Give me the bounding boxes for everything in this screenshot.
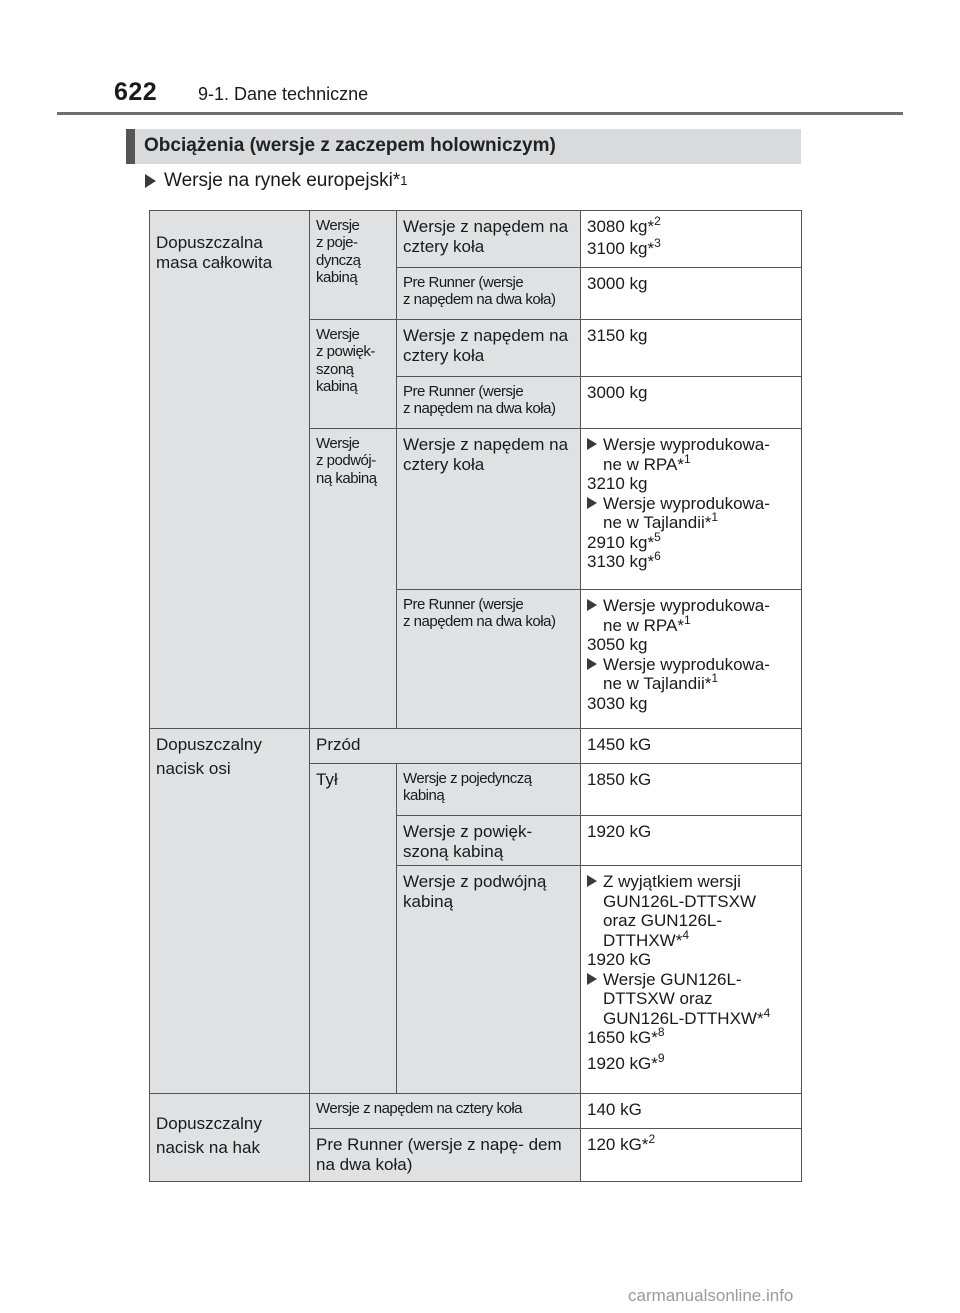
bullet-item — [587, 435, 795, 474]
value: 1920 kG — [587, 950, 652, 970]
single-cab-4wd-label: Wersje z napędem na cztery koła — [397, 211, 581, 268]
footnote: 6 — [654, 549, 661, 564]
label-line: kabiną — [403, 787, 445, 805]
double-cab-4wd-value — [581, 429, 802, 590]
bullet-line: GUN126L-DTTSXW — [603, 891, 757, 911]
label-line: Pre Runner (wersje — [403, 596, 524, 613]
footnote: 5 — [654, 529, 661, 544]
single-cab-4wd-value — [581, 211, 802, 268]
bullet-item — [587, 872, 795, 950]
heading-bar — [126, 129, 801, 164]
single-cab-label-l2: z poje- — [316, 234, 358, 252]
triangle-bullet-icon — [587, 599, 597, 611]
extended-cab-label-l3: szoną — [316, 360, 354, 378]
double-cab-label-l3: ną kabiną — [316, 469, 377, 487]
axle-rear-single-value: 1850 kG — [581, 764, 802, 816]
double-cab-label-l1: Wersje — [316, 435, 360, 452]
extended-cab-2wd-label — [397, 377, 581, 429]
extended-cab-label-l4: kabiną — [316, 377, 358, 395]
value: 1650 kG* — [587, 1028, 658, 1048]
footnote: 3 — [654, 235, 661, 250]
footnote: 1 — [711, 510, 719, 525]
bullet-line: Wersje wyprodukowa- — [603, 435, 770, 454]
axle-rear-double-label: Wersje z podwójną kabiną — [397, 866, 581, 1094]
footnote: 2 — [654, 214, 661, 228]
bullet-line: ne w RPA* — [603, 615, 684, 635]
label-line: z napędem na dwa koła) — [403, 400, 556, 418]
table-row — [150, 211, 802, 268]
label-line: Pre Runner (wersje — [403, 383, 524, 400]
extended-cab-2wd-value: 3000 kg — [581, 377, 802, 429]
label-line: z napędem na dwa koła) — [403, 613, 556, 631]
triangle-bullet-icon — [587, 875, 597, 887]
triangle-bullet-icon — [587, 658, 597, 670]
value: 3030 kg — [587, 693, 648, 713]
single-cab-label-l4: kabiną — [316, 268, 358, 286]
heading-accent — [126, 129, 135, 164]
double-cab-2wd-value — [581, 590, 802, 729]
gvw-label-cell — [150, 211, 310, 729]
hitch-2wd-label: Pre Runner (wersje z napę- dem na dwa koła) — [310, 1129, 581, 1182]
footnote: 1 — [711, 671, 719, 686]
hitch-label-cell — [150, 1094, 310, 1182]
axle-rear-single-label — [397, 764, 581, 816]
value: 120 kG* — [587, 1135, 649, 1155]
hitch-2wd-value — [581, 1129, 802, 1182]
footnote: 4 — [763, 1005, 771, 1020]
footnote: 8 — [657, 1025, 665, 1040]
value: 3050 kg — [587, 635, 648, 655]
value: 3100 kg* — [587, 238, 655, 258]
bullet-line: Z wyjątkiem wersji — [603, 872, 741, 892]
load-spec-table — [149, 210, 802, 1182]
axle-rear-extended-label: Wersje z powięk- szoną kabiną — [397, 816, 581, 866]
double-cab-label-l2: z podwój- — [316, 452, 376, 470]
triangle-bullet-icon — [587, 438, 597, 450]
heading-text: Obciążenia (wersje z zaczepem holowniczym) — [144, 135, 556, 156]
bullet-line: ne w RPA* — [603, 454, 684, 474]
extended-cab-4wd-value: 3150 kg — [581, 320, 802, 377]
extended-cab-label-cell — [310, 320, 397, 429]
bullet-line: Wersje wyprodukowa- — [603, 596, 770, 615]
axle-rear-double-value — [581, 866, 802, 1094]
axle-rear-label: Tył — [310, 764, 397, 1094]
bullet-line: oraz GUN126L- — [603, 911, 723, 931]
section-title: 9-1. Dane techniczne — [198, 84, 369, 104]
hitch-label-l2: nacisk na hak — [156, 1137, 260, 1157]
double-cab-4wd-label: Wersje z napędem na cztery koła — [397, 429, 581, 590]
footnote: 1 — [683, 451, 691, 466]
label-line: Pre Runner (wersje — [403, 274, 524, 291]
hitch-label-l1: Dopuszczalny — [156, 1114, 262, 1134]
watermark: carmanualsonline.info — [628, 1286, 794, 1305]
axle-front-label: Przód — [310, 729, 581, 764]
axle-label-l2: nacisk osi — [156, 758, 231, 778]
label-line: z napędem na dwa koła) — [403, 291, 556, 309]
footnote: 2 — [648, 1132, 656, 1147]
single-cab-label-l3: dynczą — [316, 251, 361, 269]
table-row — [150, 729, 802, 764]
value: 3080 kg* — [587, 217, 655, 236]
single-cab-2wd-value: 3000 kg — [581, 268, 802, 320]
axle-front-value: 1450 kG — [581, 729, 802, 764]
axle-label-cell — [150, 729, 310, 1094]
bullet-line: ne w Tajlandii* — [603, 674, 712, 694]
bullet-line: ne w Tajlandii* — [603, 513, 712, 533]
footnote: 4 — [682, 927, 690, 942]
bullet-item — [587, 494, 795, 533]
axle-rear-extended-value: 1920 kG — [581, 816, 802, 866]
subheading-text: Wersje na rynek europejski* — [164, 170, 401, 191]
bullet-item — [587, 655, 795, 694]
double-cab-2wd-label — [397, 590, 581, 729]
table-row — [150, 1094, 802, 1129]
bullet-line: Wersje GUN126L- — [603, 969, 742, 989]
value: 1920 kG* — [587, 1054, 658, 1074]
value: 2910 kg* — [587, 532, 655, 552]
single-cab-label-cell — [310, 211, 397, 320]
extended-cab-label-l2: z powięk- — [316, 343, 375, 361]
extended-cab-label-l1: Wersje — [316, 326, 360, 343]
header-rule — [57, 112, 903, 115]
extended-cab-4wd-label: Wersje z napędem na cztery koła — [397, 320, 581, 377]
axle-label-l1: Dopuszczalny — [156, 735, 262, 754]
double-cab-label-cell — [310, 429, 397, 729]
page-number: 622 — [114, 78, 158, 106]
bullet-line: DTTHXW* — [603, 930, 683, 950]
hitch-4wd-label: Wersje z napędem na cztery koła — [310, 1094, 581, 1129]
bullet-line: DTTSXW oraz — [603, 989, 713, 1009]
bullet-item — [587, 596, 795, 635]
triangle-bullet-icon — [587, 497, 597, 509]
triangle-bullet-icon — [587, 973, 597, 985]
subheading: Wersje na rynek europejski* 1 — [145, 170, 407, 192]
gvw-label: Dopuszczalna masa całkowita — [156, 233, 273, 272]
single-cab-2wd-label — [397, 268, 581, 320]
bullet-line: GUN126L-DTTHXW* — [603, 1008, 764, 1028]
label-line: Wersje z pojedynczą — [403, 770, 532, 787]
bullet-line: Wersje wyprodukowa- — [603, 654, 770, 674]
bullet-item — [587, 970, 795, 1029]
bullet-line: Wersje wyprodukowa- — [603, 493, 770, 513]
triangle-bullet-icon — [145, 174, 156, 188]
hitch-4wd-value: 140 kG — [581, 1094, 802, 1129]
footnote: 9 — [657, 1051, 665, 1066]
single-cab-label-l1: Wersje — [316, 217, 360, 234]
value: 3130 kg* — [587, 552, 655, 572]
footnote: 1 — [683, 612, 691, 627]
value: 3210 kg — [587, 474, 648, 494]
